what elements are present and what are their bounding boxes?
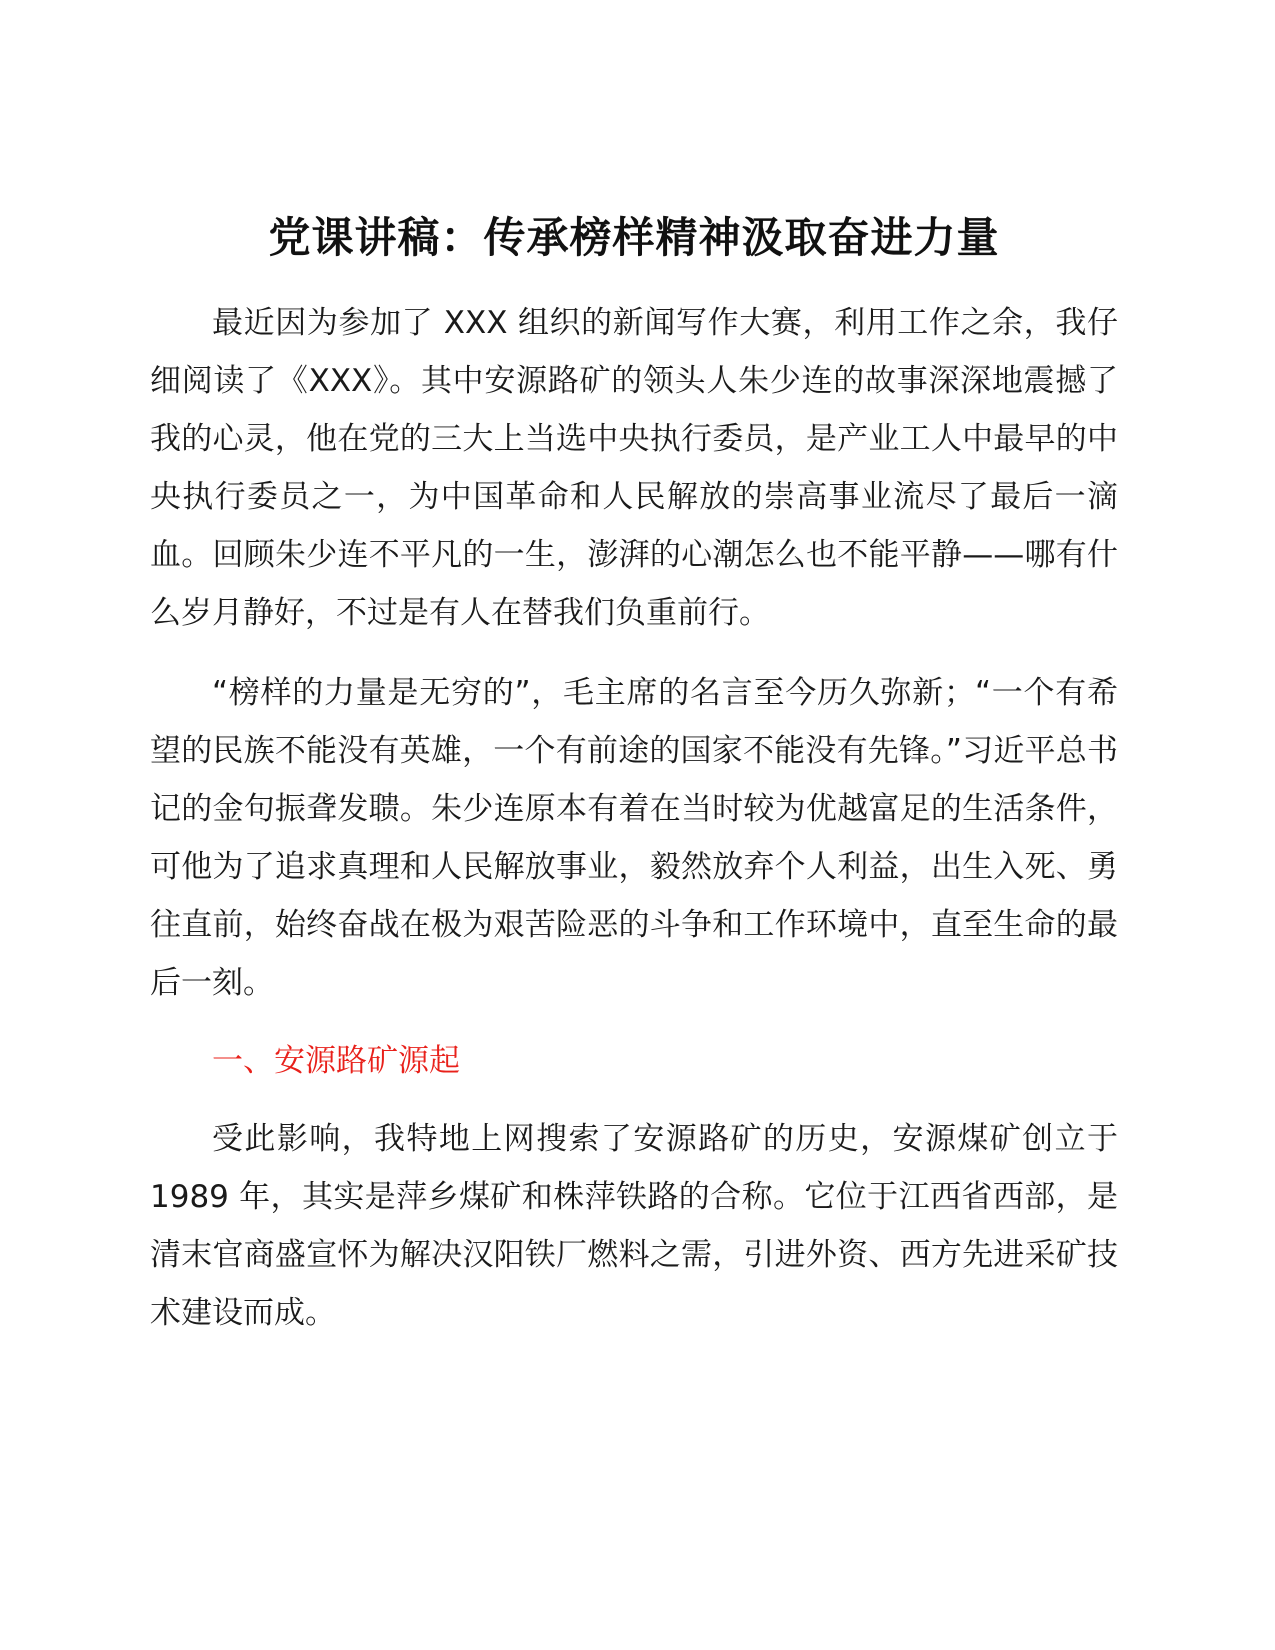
paragraph-anyuan-history: 受此影响，我特地上网搜索了安源路矿的历史，安源煤矿创立于 1989 年，其实是萍乡煤矿和株萍铁路的合称。它位于江西省西部，是清末官商盛宣怀为解决汉阳铁厂燃料之需，引进外资、西方先进采矿技术建设而成。 [150,1121,1118,1331]
paragraph-intro: 最近因为参加了 XXX 组织的新闻写作大赛，利用工作之余，我仔细阅读了《XXX》。其中安源路矿的领头人朱少连的故事深深地震撼了我的心灵，他在党的三大上当选中央执行委员，是产业工人中最早的中央执行委员之一，为中国革命和人民解放的崇高事业流尽了最后一滴血。回顾朱少连不平凡的一生，澎湃的心潮怎么也不能平静——哪有什么岁月静好，不过是有人在替我们负重前行。 [150,305,1118,631]
document-page [150,208,1118,1342]
paragraph-role-model: “榜样的力量是无穷的”，毛主席的名言至今历久弥新；“一个有希望的民族不能没有英雄，一个有前途的国家不能没有先锋。”习近平总书记的金句振聋发聩。朱少连原本有着在当时较为优越富足的生活条件，可他为了追求真理和人民解放事业，毅然放弃个人利益，出生入死、勇往直前，始终奋战在极为艰苦险恶的斗争和工作环境中，直至生命的最后一刻。 [150,675,1118,1001]
document-title: 党课讲稿：传承榜样精神汲取奋进力量 [268,213,1000,262]
section-heading: 一、安源路矿源起 [212,1043,460,1079]
